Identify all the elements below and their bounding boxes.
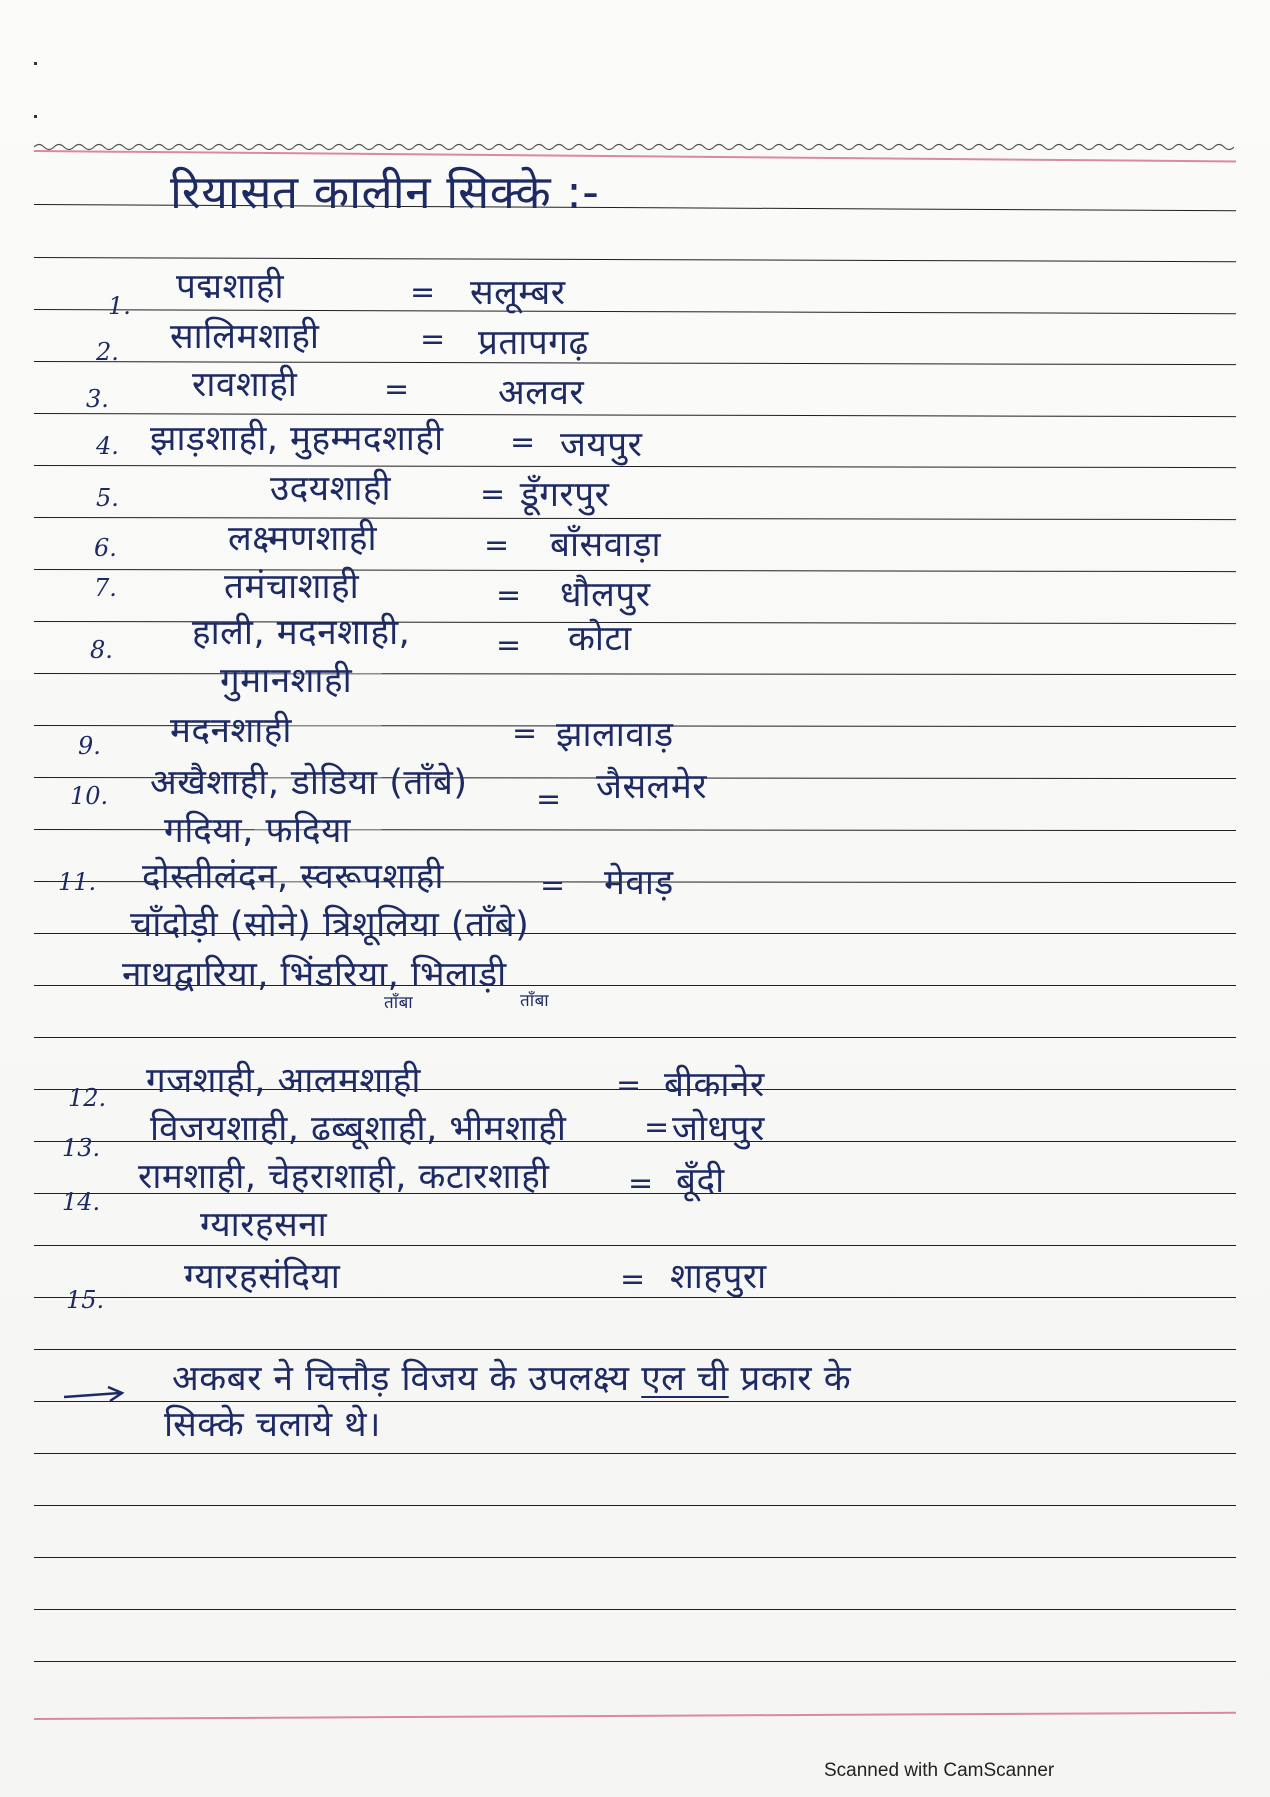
place-name: धौलपुर bbox=[560, 575, 651, 615]
ruled-line bbox=[34, 1505, 1236, 1506]
place-name: बूँदी bbox=[676, 1161, 725, 1201]
row-number: 12. bbox=[68, 1084, 107, 1112]
place-name: झालावाड़ bbox=[556, 715, 674, 755]
place-name: जोधपुर bbox=[672, 1109, 765, 1149]
coin-names: रामशाही, चेहराशाही, कटारशाही bbox=[138, 1157, 550, 1197]
coin-names: हाली, मदनशाही, bbox=[192, 613, 411, 653]
ruled-line bbox=[34, 1037, 1236, 1038]
place-name: प्रतापगढ़ bbox=[478, 323, 589, 363]
equals-sign: = bbox=[510, 425, 536, 460]
row-number: 13. bbox=[62, 1134, 101, 1162]
row-number: 9. bbox=[78, 732, 101, 760]
row-number: 11. bbox=[58, 868, 97, 896]
coin-names-cont: नाथद्वारिया, भिंडरिया, भिलाड़ी bbox=[122, 955, 507, 995]
ruled-line bbox=[34, 1609, 1236, 1610]
coin-names-cont: चाँदोड़ी (सोने) त्रिशूलिया (ताँबे) bbox=[130, 905, 530, 945]
row-number: 3. bbox=[86, 385, 109, 413]
arrow-icon bbox=[62, 1385, 126, 1405]
row-number: 15. bbox=[66, 1286, 105, 1314]
coin-names: गजशाही, आलमशाही bbox=[146, 1061, 421, 1101]
ruled-line bbox=[34, 1453, 1236, 1454]
annotation-note: ताँबा bbox=[520, 991, 550, 1011]
row-number: 1. bbox=[108, 292, 131, 320]
equals-sign: = bbox=[616, 1068, 642, 1103]
place-name: शाहपुरा bbox=[670, 1257, 767, 1297]
row-number: 2. bbox=[96, 338, 119, 366]
row-number: 6. bbox=[94, 534, 117, 562]
coin-names: रावशाही bbox=[192, 365, 298, 405]
equals-sign: = bbox=[480, 477, 506, 512]
coin-names: सालिमशाही bbox=[170, 317, 320, 357]
equals-sign: = bbox=[496, 578, 522, 613]
scan-speck bbox=[34, 62, 37, 65]
note-line-1 bbox=[172, 1354, 851, 1401]
coin-names: ग्यारहसंदिया bbox=[184, 1257, 341, 1297]
row-number: 8. bbox=[90, 636, 113, 664]
row-number: 4. bbox=[96, 432, 119, 460]
ruled-line bbox=[34, 1349, 1236, 1350]
coin-names: तमंचाशाही bbox=[224, 567, 360, 607]
note-underlined-text: एल ची bbox=[641, 1359, 729, 1399]
coin-names: दोस्तीलंदन, स्वरूपशाही bbox=[142, 857, 444, 897]
wavy-line bbox=[34, 142, 1234, 152]
scan-speck bbox=[34, 115, 37, 118]
coin-names: अखैशाही, डोडिया (ताँबे) bbox=[150, 763, 468, 803]
note-text: अकबर ने चित्तौड़ विजय के उपलक्ष्य bbox=[172, 1359, 630, 1399]
coin-names: लक्ष्मणशाही bbox=[228, 519, 378, 559]
place-name: डूँगरपुर bbox=[520, 475, 610, 515]
coin-names: विजयशाही, ढब्बूशाही, भीमशाही bbox=[150, 1109, 567, 1149]
row-number: 7. bbox=[94, 574, 117, 602]
equals-sign: = bbox=[620, 1262, 646, 1297]
coin-names: मदनशाही bbox=[170, 711, 292, 751]
coin-names: उदयशाही bbox=[270, 469, 392, 509]
annotation-note: ताँबा bbox=[384, 993, 414, 1013]
coin-names: झाड़शाही, मुहम्मदशाही bbox=[150, 419, 444, 459]
equals-sign: = bbox=[536, 782, 562, 817]
equals-sign: = bbox=[420, 322, 446, 357]
place-name: अलवर bbox=[498, 373, 585, 413]
place-name: मेवाड़ bbox=[604, 863, 674, 903]
equals-sign: = bbox=[512, 716, 538, 751]
coin-names: पद्मशाही bbox=[176, 267, 285, 307]
equals-sign: = bbox=[496, 628, 522, 663]
place-name: सलूम्बर bbox=[470, 273, 566, 313]
equals-sign: = bbox=[540, 868, 566, 903]
bottom-margin-line bbox=[34, 1712, 1236, 1720]
row-number: 5. bbox=[96, 484, 119, 512]
coin-names-cont: गदिया, फदिया bbox=[164, 811, 351, 851]
equals-sign: = bbox=[484, 528, 510, 563]
equals-sign: = bbox=[410, 275, 436, 310]
ruled-line bbox=[34, 1661, 1236, 1662]
note-line-2: सिक्के चलाये थे। bbox=[164, 1405, 381, 1445]
page-title: रियासत कालीन सिक्के :- bbox=[170, 165, 600, 219]
note-text: प्रकार के bbox=[740, 1359, 852, 1399]
place-name: बाँसवाड़ा bbox=[550, 525, 662, 565]
coin-names-cont: ग्यारहसना bbox=[200, 1205, 328, 1245]
equals-sign: = bbox=[384, 372, 410, 407]
equals-sign: = bbox=[628, 1166, 654, 1201]
equals-sign: = bbox=[644, 1110, 670, 1145]
place-name: बीकानेर bbox=[664, 1065, 765, 1105]
row-number: 10. bbox=[70, 782, 109, 810]
row-number: 14. bbox=[62, 1188, 101, 1216]
place-name: जैसलमेर bbox=[596, 767, 708, 807]
ruled-line bbox=[34, 1557, 1236, 1558]
coin-names-cont: गुमानशाही bbox=[220, 661, 353, 701]
place-name: कोटा bbox=[568, 619, 632, 659]
scanner-watermark: Scanned with CamScanner bbox=[824, 1760, 1055, 1781]
ruled-line bbox=[34, 673, 1236, 675]
place-name: जयपुर bbox=[560, 425, 643, 465]
